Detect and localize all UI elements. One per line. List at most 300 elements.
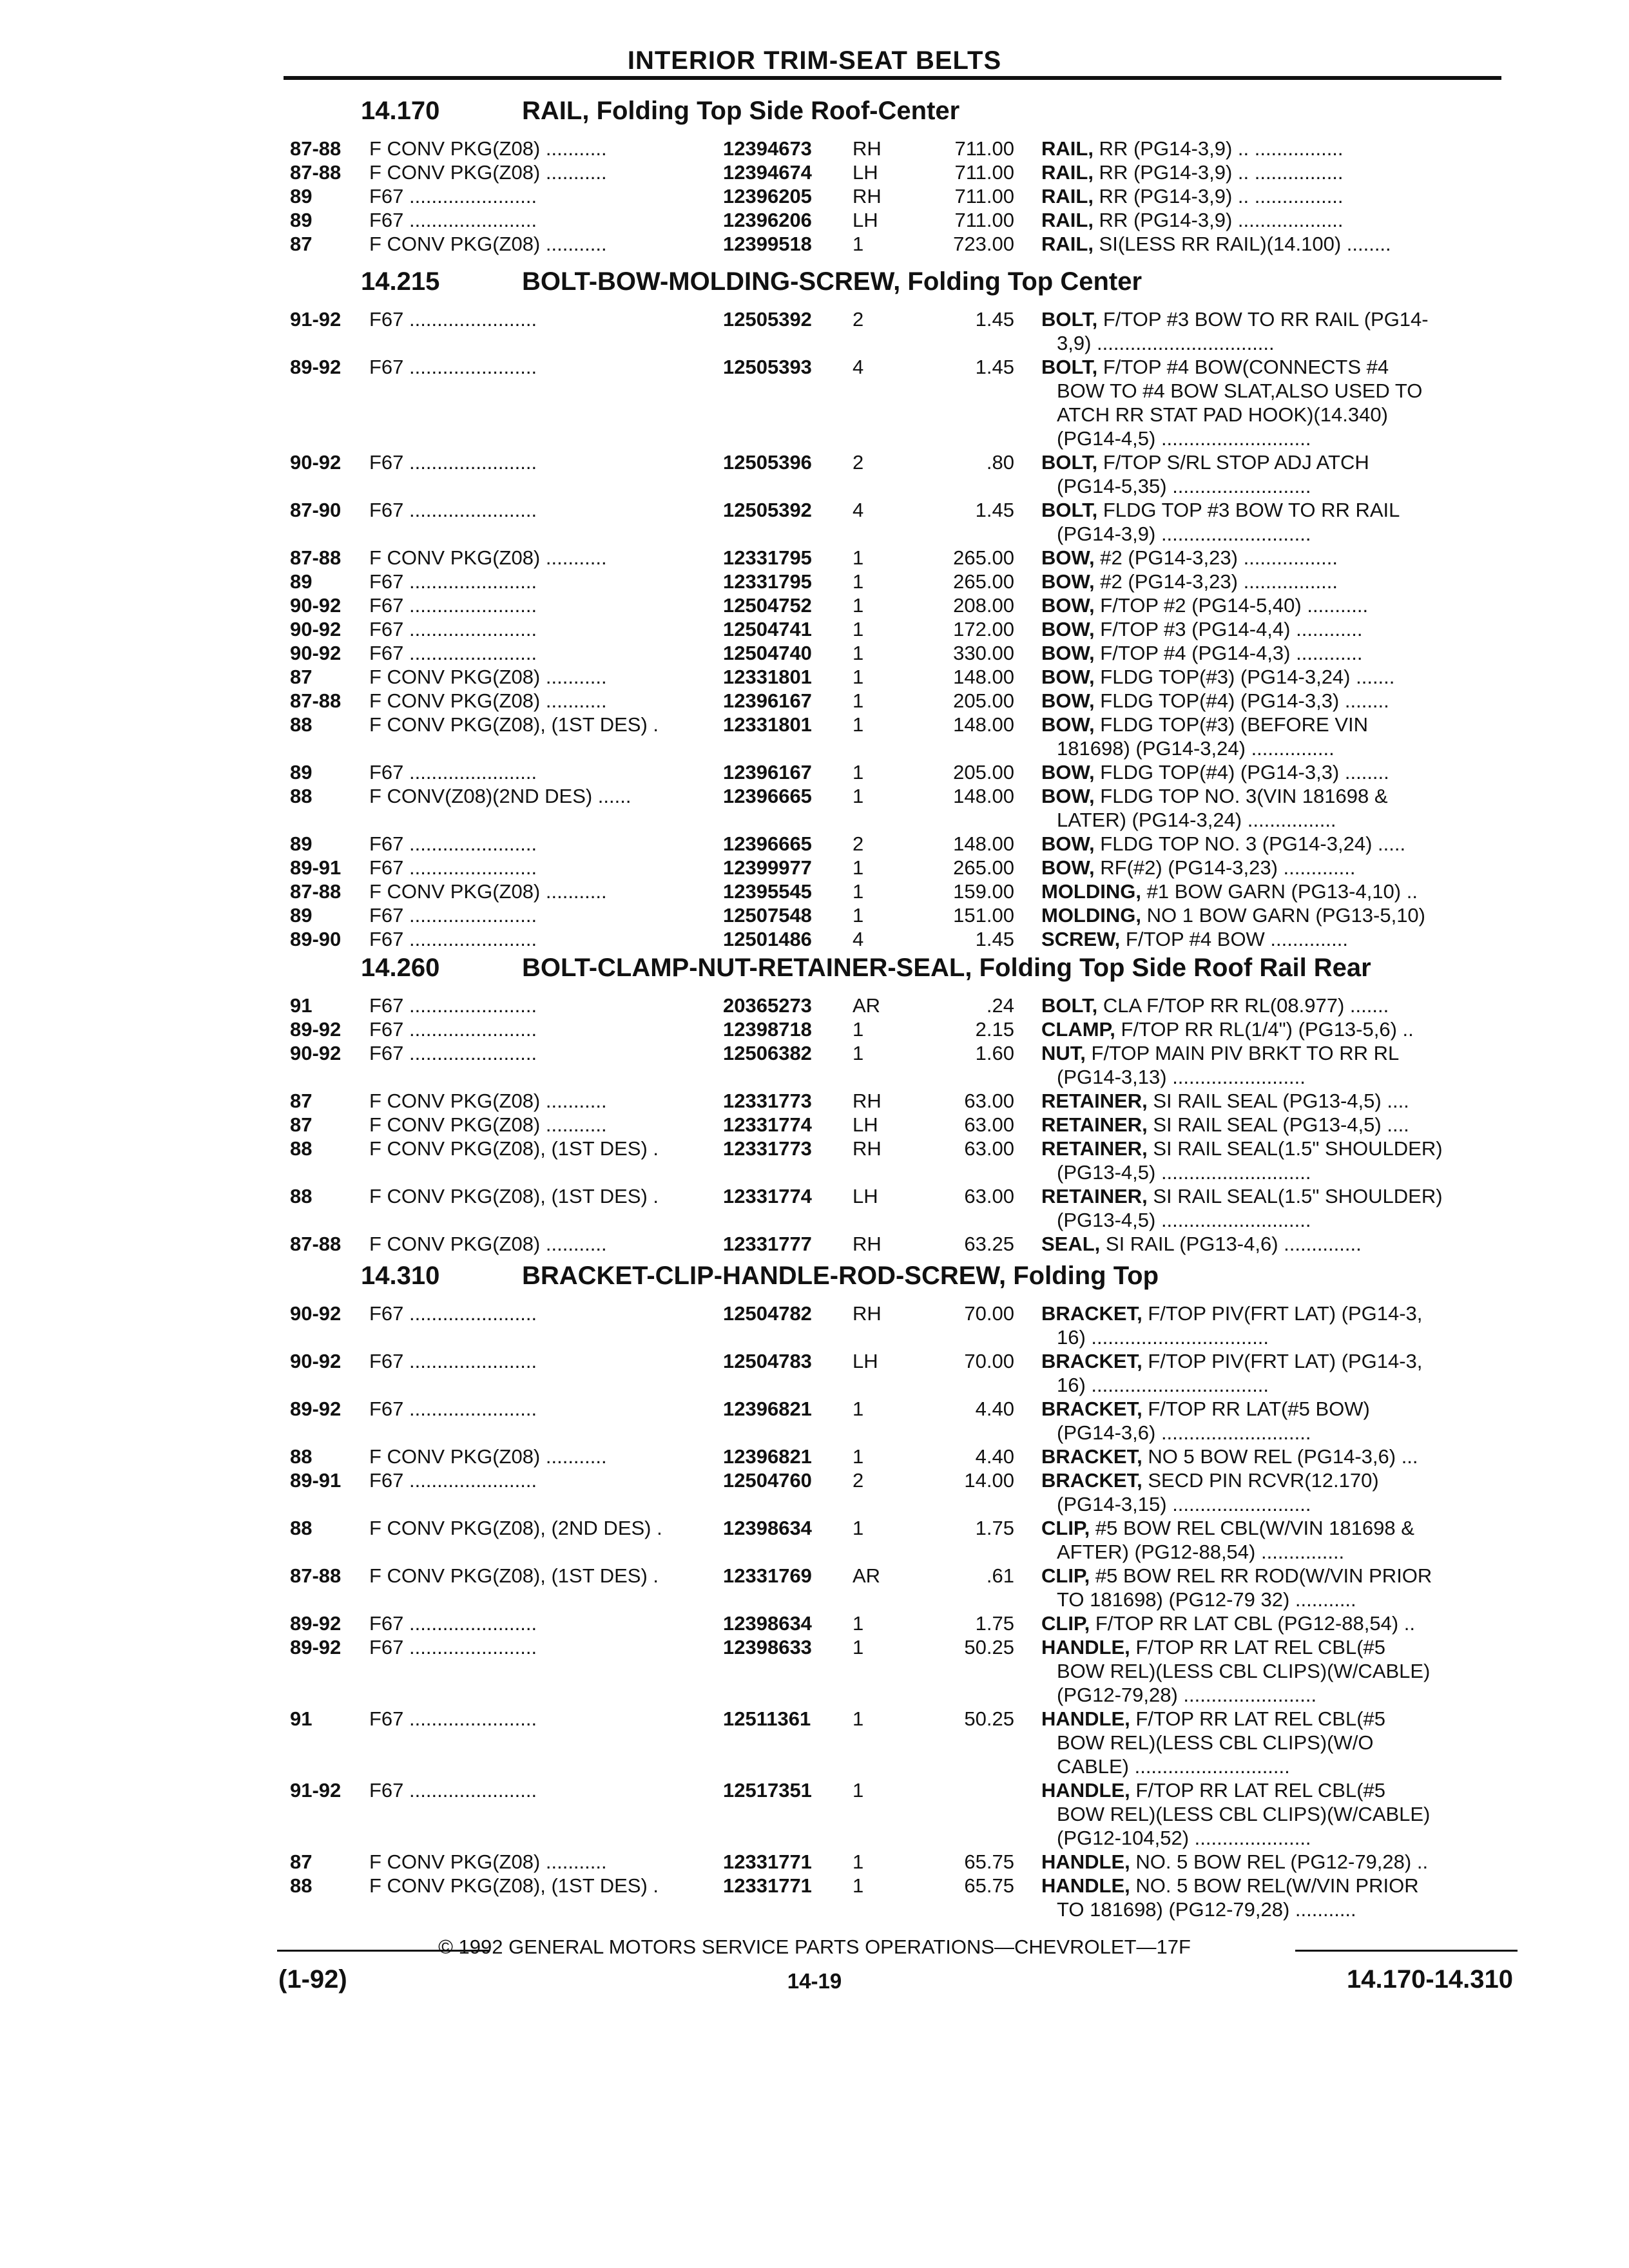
part-row — [0, 903, 1629, 927]
part-description — [1041, 593, 1505, 617]
part-row — [0, 665, 1629, 689]
part-detail: SECD PIN RCVR(12.170) — [1142, 1469, 1379, 1492]
model-description: F67 ....................... — [369, 761, 537, 783]
part-description — [1041, 617, 1505, 641]
part-name: RETAINER, — [1041, 1137, 1148, 1160]
part-name: BOLT, — [1041, 499, 1098, 521]
model-description: F CONV PKG(Z08) ........... — [369, 689, 607, 712]
part-row-continuation — [0, 1683, 1629, 1707]
part-number: 12505393 — [723, 356, 812, 378]
page-number: 14-19 — [787, 1969, 842, 1993]
list-price: 4.40 — [975, 1398, 1014, 1420]
part-description — [1041, 1184, 1505, 1208]
model-description: F67 ....................... — [369, 185, 537, 207]
part-detail: SI(LESS RR RAIL)(14.100) ........ — [1093, 233, 1391, 255]
quantity: 1 — [853, 642, 864, 664]
description-continuation: (PG14-3,6) ........................... — [1057, 1421, 1311, 1444]
part-number: 12505392 — [723, 308, 812, 331]
section-number: 14.260 — [361, 954, 440, 982]
part-detail: F/TOP #3 BOW TO RR RAIL (PG14- — [1097, 308, 1429, 331]
part-row — [0, 593, 1629, 617]
part-detail: F/TOP RR LAT(#5 BOW) — [1142, 1398, 1370, 1420]
part-detail: F/TOP #4 BOW .............. — [1120, 928, 1349, 950]
part-number: 12398634 — [723, 1517, 812, 1539]
model-years: 87-88 — [290, 546, 342, 569]
part-row — [0, 879, 1629, 903]
list-price: 50.25 — [964, 1707, 1014, 1730]
part-name: BOW, — [1041, 689, 1095, 712]
model-description: F67 ....................... — [369, 1779, 537, 1802]
model-years: 90-92 — [290, 594, 342, 617]
part-number: 12396665 — [723, 785, 812, 807]
part-detail: F/TOP RR LAT REL CBL(#5 — [1130, 1636, 1386, 1658]
model-years: 89 — [290, 209, 313, 231]
part-name: BRACKET, — [1041, 1302, 1142, 1325]
part-name: CLAMP, — [1041, 1018, 1115, 1041]
part-detail: F/TOP PIV(FRT LAT) (PG14-3, — [1142, 1302, 1423, 1325]
part-number: 12331801 — [723, 713, 812, 736]
model-description: F67 ....................... — [369, 594, 537, 617]
model-years: 89-92 — [290, 1636, 342, 1658]
description-continuation: (PG13-4,5) ........................... — [1057, 1161, 1311, 1184]
part-name: BOW, — [1041, 546, 1095, 569]
part-detail: NO 5 BOW REL (PG14-3,6) ... — [1142, 1445, 1418, 1468]
quantity: 1 — [853, 1636, 864, 1658]
part-number: 12396821 — [723, 1445, 812, 1468]
part-description — [1041, 355, 1505, 379]
model-description: F CONV PKG(Z08) ........... — [369, 1113, 607, 1136]
model-description: F67 ....................... — [369, 642, 537, 664]
description-continuation: BOW TO #4 BOW SLAT,ALSO USED TO — [1057, 380, 1423, 402]
model-description: F67 ....................... — [369, 1469, 537, 1492]
model-description: F67 ....................... — [369, 1350, 537, 1372]
section-number: 14.310 — [361, 1262, 440, 1290]
model-description: F67 ....................... — [369, 1398, 537, 1420]
part-description — [1041, 927, 1505, 951]
list-price: 148.00 — [953, 713, 1014, 736]
description-continuation: (PG14-3,15) ......................... — [1057, 1493, 1311, 1515]
part-row-continuation — [0, 331, 1629, 355]
model-description: F67 ....................... — [369, 1302, 537, 1325]
part-detail: #1 BOW GARN (PG13-4,10) .. — [1141, 880, 1418, 903]
model-years: 88 — [290, 1445, 313, 1468]
section-range: 14.170-14.310 — [1346, 1965, 1513, 1994]
model-description: F67 ....................... — [369, 618, 537, 640]
part-description — [1041, 1302, 1505, 1325]
part-description — [1041, 1516, 1505, 1540]
list-price: 723.00 — [953, 233, 1014, 255]
part-description — [1041, 1874, 1505, 1898]
quantity: 1 — [853, 880, 864, 903]
part-name: MOLDING, — [1041, 880, 1141, 903]
part-detail: F/TOP RR RL(1/4") (PG13-5,6) .. — [1115, 1018, 1414, 1041]
quantity: LH — [853, 209, 878, 231]
quantity: 2 — [853, 832, 864, 855]
model-description: F67 ....................... — [369, 1018, 537, 1041]
list-price: 1.45 — [975, 499, 1014, 521]
description-continuation: 3,9) ................................ — [1057, 332, 1275, 354]
model-years: 90-92 — [290, 1042, 342, 1064]
part-row — [0, 856, 1629, 879]
part-name: RAIL, — [1041, 209, 1094, 231]
part-description — [1041, 184, 1505, 208]
model-years: 87 — [290, 1090, 313, 1112]
quantity: 1 — [853, 904, 864, 927]
part-number: 12396665 — [723, 832, 812, 855]
model-years: 88 — [290, 785, 313, 807]
part-detail: SI RAIL SEAL(1.5" SHOULDER) — [1147, 1137, 1443, 1160]
list-price: 205.00 — [953, 689, 1014, 712]
model-years: 91 — [290, 994, 313, 1017]
list-price: 208.00 — [953, 594, 1014, 617]
part-detail: SI RAIL (PG13-4,6) .............. — [1100, 1233, 1362, 1255]
part-name: BOW, — [1041, 618, 1095, 640]
part-name: RAIL, — [1041, 137, 1094, 160]
quantity: 1 — [853, 1018, 864, 1041]
part-detail: FLDG TOP(#4) (PG14-3,3) ........ — [1094, 689, 1389, 712]
part-description — [1041, 1113, 1505, 1137]
part-row — [0, 1635, 1629, 1659]
part-number: 12396167 — [723, 761, 812, 783]
list-price: 711.00 — [954, 209, 1014, 231]
part-description — [1041, 1778, 1505, 1802]
part-name: BOLT, — [1041, 308, 1098, 331]
quantity: 1 — [853, 1779, 864, 1802]
part-row-continuation — [0, 1540, 1629, 1564]
list-price: 148.00 — [953, 785, 1014, 807]
part-description — [1041, 546, 1505, 570]
part-detail: F/TOP #4 BOW(CONNECTS #4 — [1097, 356, 1389, 378]
part-row-continuation — [0, 736, 1629, 760]
part-row — [0, 570, 1629, 593]
part-detail: F/TOP #3 (PG14-4,4) ............ — [1094, 618, 1363, 640]
list-price: 265.00 — [953, 570, 1014, 593]
list-price: 1.45 — [975, 308, 1014, 331]
model-years: 87-88 — [290, 880, 342, 903]
list-price: .61 — [986, 1564, 1014, 1587]
part-detail: SI RAIL SEAL (PG13-4,5) .... — [1147, 1113, 1409, 1136]
model-years: 89 — [290, 904, 313, 927]
description-continuation: (PG14-4,5) ........................... — [1057, 427, 1311, 450]
part-description — [1041, 641, 1505, 665]
list-price: 205.00 — [953, 761, 1014, 783]
part-row — [0, 1232, 1629, 1256]
quantity: 1 — [853, 785, 864, 807]
part-detail: F/TOP MAIN PIV BRKT TO RR RL — [1085, 1042, 1400, 1064]
part-number: 12331769 — [723, 1564, 812, 1587]
part-detail: RR (PG14-3,9) .. ................ — [1093, 161, 1344, 184]
description-continuation: CABLE) ............................ — [1057, 1755, 1290, 1778]
quantity: RH — [853, 1302, 882, 1325]
model-years: 87 — [290, 666, 313, 688]
part-row — [0, 184, 1629, 208]
part-row-continuation — [0, 379, 1629, 403]
part-description — [1041, 1564, 1505, 1588]
part-name: MOLDING, — [1041, 904, 1141, 927]
part-row — [0, 450, 1629, 474]
part-name: RAIL, — [1041, 161, 1094, 184]
part-row — [0, 1707, 1629, 1731]
part-row — [0, 1778, 1629, 1802]
part-row — [0, 1017, 1629, 1041]
description-continuation: BOW REL)(LESS CBL CLIPS)(W/CABLE) — [1057, 1803, 1431, 1825]
part-description — [1041, 1232, 1505, 1256]
part-row — [0, 498, 1629, 522]
part-name: BOLT, — [1041, 451, 1098, 474]
quantity: 4 — [853, 499, 864, 521]
part-description — [1041, 498, 1505, 522]
part-row-continuation — [0, 1826, 1629, 1850]
part-number: 12398634 — [723, 1612, 812, 1635]
list-price: 265.00 — [953, 856, 1014, 879]
part-description — [1041, 832, 1505, 856]
list-price: 63.25 — [964, 1233, 1014, 1255]
quantity: 1 — [853, 1850, 864, 1873]
part-row — [0, 1468, 1629, 1492]
list-price: 148.00 — [953, 666, 1014, 688]
model-years: 87-88 — [290, 689, 342, 712]
part-row — [0, 1349, 1629, 1373]
part-description — [1041, 1397, 1505, 1421]
quantity: LH — [853, 161, 878, 184]
part-detail: CLA F/TOP RR RL(08.977) ....... — [1097, 994, 1389, 1017]
part-detail: F/TOP #4 (PG14-4,3) ............ — [1094, 642, 1363, 664]
model-description: F67 ....................... — [369, 1042, 537, 1064]
description-continuation: ATCH RR STAT PAD HOOK)(14.340) — [1057, 403, 1388, 426]
part-row — [0, 713, 1629, 736]
model-years: 89 — [290, 832, 313, 855]
model-years: 88 — [290, 1185, 313, 1207]
part-detail: FLDG TOP NO. 3 (PG14-3,24) ..... — [1094, 832, 1406, 855]
model-description: F CONV PKG(Z08) ........... — [369, 1090, 607, 1112]
model-description: F67 ....................... — [369, 856, 537, 879]
model-years: 89-92 — [290, 1018, 342, 1041]
part-description — [1041, 1349, 1505, 1373]
part-detail: F/TOP RR LAT REL CBL(#5 — [1130, 1707, 1386, 1730]
model-years: 87-88 — [290, 161, 342, 184]
part-row-continuation — [0, 1731, 1629, 1754]
part-name: BRACKET, — [1041, 1350, 1142, 1372]
description-continuation: LATER) (PG14-3,24) ................ — [1057, 809, 1336, 831]
quantity: 1 — [853, 856, 864, 879]
description-continuation: (PG14-3,13) ........................ — [1057, 1066, 1306, 1088]
list-price: 1.75 — [975, 1612, 1014, 1635]
description-continuation: 16) ................................ — [1057, 1374, 1269, 1396]
part-number: 12331771 — [723, 1850, 812, 1873]
quantity: 1 — [853, 1874, 864, 1897]
part-number: 12331777 — [723, 1233, 812, 1255]
part-row — [0, 307, 1629, 331]
model-years: 89 — [290, 185, 313, 207]
part-name: BRACKET, — [1041, 1445, 1142, 1468]
part-name: SCREW, — [1041, 928, 1121, 950]
part-detail: F/TOP RR LAT CBL (PG12-88,54) .. — [1090, 1612, 1416, 1635]
model-description: F CONV PKG(Z08), (1ST DES) . — [369, 713, 659, 736]
list-price: 1.75 — [975, 1517, 1014, 1539]
part-number: 12504752 — [723, 594, 812, 617]
part-number: 12331773 — [723, 1137, 812, 1160]
part-description — [1041, 1707, 1505, 1731]
part-number: 12504741 — [723, 618, 812, 640]
part-name: HANDLE, — [1041, 1850, 1130, 1873]
part-row — [0, 208, 1629, 232]
list-price: 330.00 — [953, 642, 1014, 664]
part-description — [1041, 1445, 1505, 1468]
part-detail: NO. 5 BOW REL (PG12-79,28) .. — [1130, 1850, 1429, 1873]
quantity: RH — [853, 185, 882, 207]
description-continuation: 181698) (PG14-3,24) ............... — [1057, 737, 1335, 760]
description-continuation: TO 181698) (PG12-79 32) ........... — [1057, 1588, 1356, 1611]
quantity: 1 — [853, 594, 864, 617]
part-description — [1041, 208, 1505, 232]
model-description: F67 ....................... — [369, 928, 537, 950]
model-years: 88 — [290, 713, 313, 736]
part-row-continuation — [0, 1421, 1629, 1445]
quantity: 1 — [853, 1612, 864, 1635]
description-continuation: BOW REL)(LESS CBL CLIPS)(W/CABLE) — [1057, 1660, 1431, 1682]
part-number: 12396206 — [723, 209, 812, 231]
part-number: 12394674 — [723, 161, 812, 184]
description-continuation: AFTER) (PG12-88,54) ............... — [1057, 1541, 1345, 1563]
part-name: RETAINER, — [1041, 1185, 1148, 1207]
part-row-continuation — [0, 1659, 1629, 1683]
part-row — [0, 1302, 1629, 1325]
model-years: 89-92 — [290, 1612, 342, 1635]
model-description: F CONV PKG(Z08) ........... — [369, 161, 607, 184]
part-row — [0, 832, 1629, 856]
title-rule — [284, 76, 1501, 80]
model-description: F67 ....................... — [369, 994, 537, 1017]
model-description: F CONV PKG(Z08) ........... — [369, 1233, 607, 1255]
list-price: 711.00 — [954, 161, 1014, 184]
part-detail: RR (PG14-3,9) .. ................ — [1093, 137, 1344, 160]
quantity: 4 — [853, 356, 864, 378]
part-detail: FLDG TOP #3 BOW TO RR RAIL — [1097, 499, 1400, 521]
part-row — [0, 1516, 1629, 1540]
description-continuation: (PG12-79,28) ........................ — [1057, 1684, 1317, 1706]
model-years: 87-88 — [290, 1233, 342, 1255]
description-continuation: 16) ................................ — [1057, 1326, 1269, 1349]
quantity: 1 — [853, 1517, 864, 1539]
section-spacer — [589, 97, 596, 125]
part-number: 12395545 — [723, 880, 812, 903]
model-description: F CONV PKG(Z08) ........... — [369, 137, 607, 160]
part-name: BOW, — [1041, 570, 1095, 593]
part-row — [0, 355, 1629, 379]
model-description: F67 ....................... — [369, 209, 537, 231]
model-description: F CONV PKG(Z08) ........... — [369, 666, 607, 688]
page-title: INTERIOR TRIM-SEAT BELTS — [627, 46, 1002, 75]
list-price: 50.25 — [964, 1636, 1014, 1658]
quantity: AR — [853, 994, 881, 1017]
part-name: RAIL, — [1041, 233, 1094, 255]
model-years: 89-91 — [290, 856, 342, 879]
list-price: 172.00 — [953, 618, 1014, 640]
part-row-continuation — [0, 1160, 1629, 1184]
part-number: 12507548 — [723, 904, 812, 927]
model-description: F67 ....................... — [369, 499, 537, 521]
section-subtitle: Folding Top Side Roof Rail Rear — [979, 954, 1371, 982]
part-row — [0, 994, 1629, 1017]
part-row-continuation — [0, 1065, 1629, 1089]
model-years: 90-92 — [290, 451, 342, 474]
part-name: BOW, — [1041, 666, 1095, 688]
part-detail: SI RAIL SEAL(1.5" SHOULDER) — [1147, 1185, 1443, 1207]
part-row-continuation — [0, 1588, 1629, 1611]
list-price: 1.60 — [975, 1042, 1014, 1064]
part-name: CLIP, — [1041, 1612, 1090, 1635]
part-name: BOW, — [1041, 713, 1095, 736]
part-description — [1041, 1017, 1505, 1041]
part-row — [0, 1184, 1629, 1208]
section-name: BOLT-CLAMP-NUT-RETAINER-SEAL, — [522, 954, 972, 982]
quantity: RH — [853, 1137, 882, 1160]
part-description — [1041, 903, 1505, 927]
part-detail: F/TOP PIV(FRT LAT) (PG14-3, — [1142, 1350, 1423, 1372]
part-detail: NO 1 BOW GARN (PG13-5,10) — [1141, 904, 1425, 927]
part-name: BRACKET, — [1041, 1398, 1142, 1420]
part-description — [1041, 570, 1505, 593]
revision-date: (1-92) — [278, 1965, 347, 1994]
model-description: F CONV PKG(Z08) ........... — [369, 233, 607, 255]
part-description — [1041, 1850, 1505, 1874]
part-description — [1041, 689, 1505, 713]
part-description — [1041, 1089, 1505, 1113]
part-description — [1041, 665, 1505, 689]
part-number: 12398633 — [723, 1636, 812, 1658]
part-number: 12505392 — [723, 499, 812, 521]
model-description: F CONV PKG(Z08), (1ST DES) . — [369, 1137, 659, 1160]
part-row-continuation — [0, 522, 1629, 546]
list-price: 2.15 — [975, 1018, 1014, 1041]
quantity: 4 — [853, 928, 864, 950]
section-spacer — [972, 954, 979, 982]
section-spacer — [900, 267, 907, 296]
quantity: 1 — [853, 1042, 864, 1064]
model-description: F CONV PKG(Z08) ........... — [369, 1850, 607, 1873]
part-row-continuation — [0, 1325, 1629, 1349]
list-price: 70.00 — [964, 1350, 1014, 1372]
quantity: 1 — [853, 1707, 864, 1730]
part-number: 12504740 — [723, 642, 812, 664]
part-detail: SI RAIL SEAL (PG13-4,5) .... — [1147, 1090, 1409, 1112]
part-row-continuation — [0, 1373, 1629, 1397]
model-years: 89 — [290, 761, 313, 783]
part-description — [1041, 760, 1505, 784]
part-description — [1041, 784, 1505, 808]
part-detail: #2 (PG14-3,23) ................. — [1094, 570, 1338, 593]
part-number: 12398718 — [723, 1018, 812, 1041]
part-description — [1041, 160, 1505, 184]
quantity: 2 — [853, 451, 864, 474]
section-heading — [361, 1262, 1159, 1294]
part-row — [0, 1397, 1629, 1421]
model-description: F CONV PKG(Z08), (1ST DES) . — [369, 1185, 659, 1207]
part-row — [0, 160, 1629, 184]
section-subtitle: Folding Top Side Roof-Center — [596, 97, 960, 125]
quantity: LH — [853, 1350, 878, 1372]
model-description: F CONV PKG(Z08) ........... — [369, 880, 607, 903]
part-name: CLIP, — [1041, 1564, 1090, 1587]
quantity: RH — [853, 1090, 882, 1112]
part-description — [1041, 1137, 1505, 1160]
quantity: 1 — [853, 689, 864, 712]
model-years: 89 — [290, 570, 313, 593]
part-row-continuation — [0, 808, 1629, 832]
part-name: HANDLE, — [1041, 1707, 1130, 1730]
model-years: 87 — [290, 1113, 313, 1136]
list-price: 63.00 — [964, 1137, 1014, 1160]
